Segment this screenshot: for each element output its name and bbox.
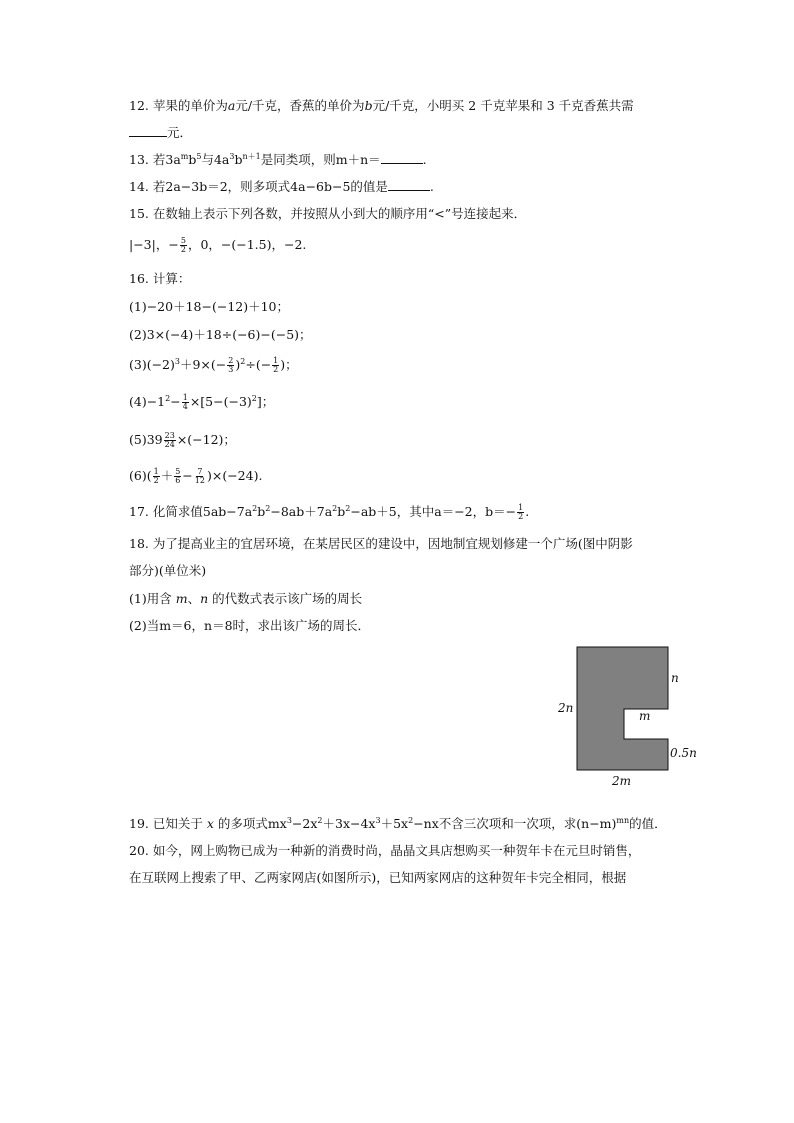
answer-blank[interactable] <box>388 178 430 191</box>
question-16-item-2: (2)3×(−4)＋18÷(−6)−(−5)； <box>129 327 312 342</box>
label-0-5n: 0.5n <box>670 746 697 760</box>
fraction: $\frac{1}{2}$ <box>273 356 279 374</box>
label-m: m <box>639 709 651 723</box>
answer-blank[interactable] <box>381 151 423 164</box>
fraction: $\frac{1}{2}$ <box>153 467 159 485</box>
fraction: $\frac{5}{6}$ <box>175 467 181 485</box>
question-20-cont: 在互联网上搜索了甲、乙两家网店(如图所示)，已知两家网店的这种贺年卡完全相同，根据 <box>129 870 627 885</box>
question-17: 17. 化简求值$5ab-7a^2b^2-8ab+7a^2b^2-ab+5$，其中a＝−2，b＝− $\frac{1}{2}$ . <box>129 503 530 521</box>
question-12-cont: 元． <box>129 124 192 142</box>
answer-blank[interactable] <box>129 124 167 137</box>
question-13: 13. 若$3a^mb^5$与$4a^3b^{n+1}$是同类项，则m＋n＝ . <box>129 152 427 167</box>
question-19: 19. 已知关于 x 的多项式$mx^3-2x^2+3x-4x^3+5x^2-nx$不含三次项和一次项，求$(n-m)^{mn}$的值． <box>129 816 667 831</box>
plaza-figure <box>550 640 710 790</box>
question-15-numbers: |−3|，− $\frac{5}{2}$ ，0，−(−1.5)，−2. <box>129 236 307 254</box>
fraction: $\frac{5}{2}$ <box>180 236 186 254</box>
plaza-shape <box>577 647 668 770</box>
fraction: $\frac{1}{2}$ <box>518 503 524 521</box>
question-16-item-4: $(4)-1^2-$ $\frac{1}{4}$ $\times[5-(-3)^2]$； <box>129 393 275 411</box>
question-20: 20. 如今，网上购物已成为一种新的消费时尚，晶晶文具店想购买一种贺年卡在元旦时销售， <box>129 843 641 858</box>
question-18: 18. 为了提高业主的宜居环境，在某居民区的建设中，因地制宜规划修建一个广场(图中阴影 <box>129 536 633 551</box>
fraction: $\frac{23}{24}$ <box>164 431 175 449</box>
question-16-item-6: (6)( $\frac{1}{2}$ ＋ $\frac{5}{6}$ − $\frac{7}{12}$ )×(−24). <box>129 467 263 485</box>
label-2m: 2m <box>612 774 632 788</box>
question-16-item-5: (5)39 $\frac{23}{24}$ ×(−12)； <box>129 431 236 449</box>
question-12: 12. 苹果的单价为a元/千克，香蕉的单价为b元/千克，小明买 2 千克苹果和 3 千克香蕉共需 <box>129 98 634 113</box>
fraction: $\frac{2}{3}$ <box>228 356 234 374</box>
fraction: $\frac{7}{12}$ <box>194 467 205 485</box>
question-16: 16. 计算： <box>129 271 191 286</box>
question-18-part-2: (2)当m＝6，n＝8时，求出该广场的周长． <box>129 618 371 633</box>
question-16-item-1: (1)−20＋18−(−12)＋10； <box>129 299 290 314</box>
question-15: 15. 在数轴上表示下列各数，并按照从小到大的顺序用“<”号连接起来． <box>129 206 527 221</box>
question-14: 14. 若2a−3b＝2，则多项式4a−6b−5的值是 . <box>129 179 434 194</box>
fraction: $\frac{1}{4}$ <box>182 393 188 411</box>
label-2n: 2n <box>558 701 574 715</box>
label-n: n <box>671 671 679 685</box>
question-18-cont: 部分)(单位米) <box>129 563 207 578</box>
question-18-part-1: (1)用含 m、n 的代数式表示该广场的周长 <box>129 591 363 606</box>
question-16-item-3: $(3)(-2)^3+9\times(-$ $\frac{2}{3}$ )$^2$÷(− $\frac{1}{2}$ )； <box>129 356 298 374</box>
